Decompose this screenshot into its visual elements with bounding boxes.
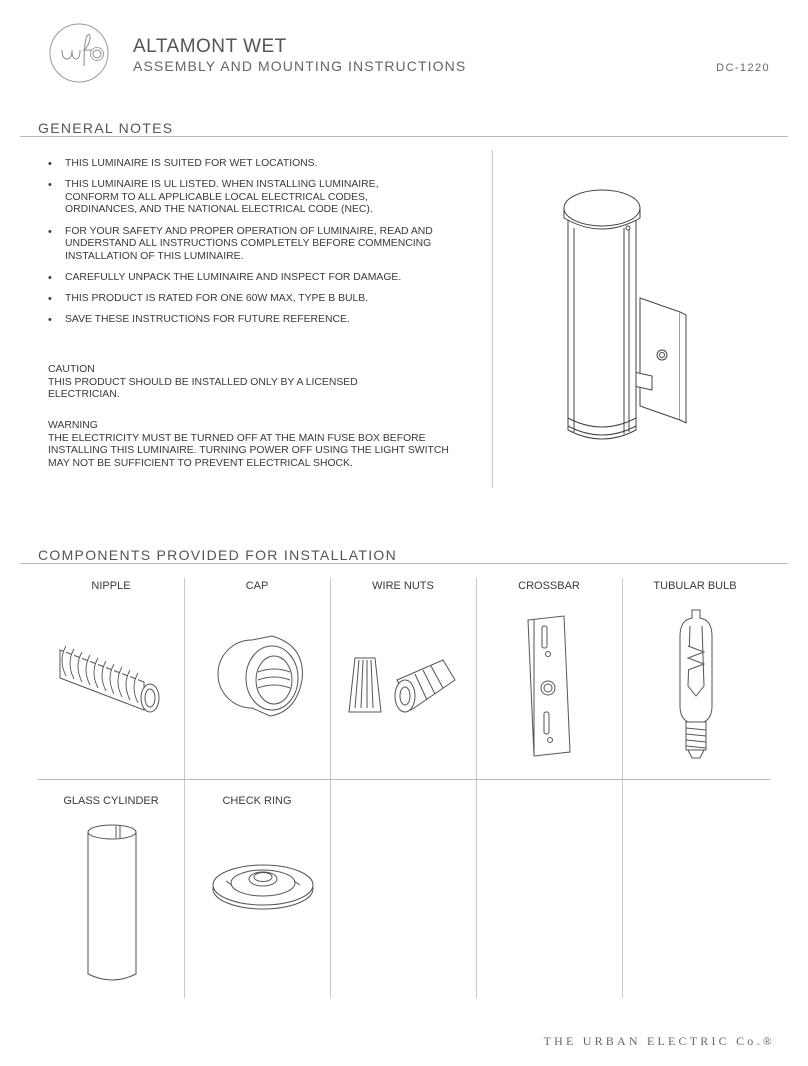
grid-divider bbox=[476, 578, 477, 998]
component-label-tubular-bulb: TUBULAR BULB bbox=[653, 580, 737, 592]
nipple-illustration bbox=[52, 620, 172, 720]
tubular-bulb-illustration bbox=[666, 606, 726, 766]
section-divider bbox=[20, 136, 788, 137]
general-notes-heading: GENERAL NOTES bbox=[38, 120, 174, 136]
notes-divider bbox=[492, 150, 493, 488]
warning-block bbox=[48, 420, 453, 470]
warning-heading: WARNING bbox=[48, 420, 98, 431]
product-title: ALTAMONT WET bbox=[133, 36, 287, 57]
caution-block bbox=[48, 364, 393, 402]
check-ring-illustration bbox=[208, 855, 318, 915]
note-item: • CAREFULLY UNPACK THE LUMINAIRE AND INSPECT FOR DAMAGE. bbox=[48, 272, 468, 285]
footer-brand: THE URBAN ELECTRIC Co.® bbox=[543, 1034, 775, 1048]
caution-text: THIS PRODUCT SHOULD BE INSTALLED ONLY BY A LICENSED ELECTRICIAN. bbox=[48, 376, 358, 401]
section-divider bbox=[20, 563, 788, 564]
component-label-glass-cylinder: GLASS CYLINDER bbox=[63, 795, 159, 807]
grid-divider bbox=[184, 578, 185, 998]
component-label-nipple: NIPPLE bbox=[91, 580, 131, 592]
note-item: • THIS LUMINAIRE IS UL LISTED. WHEN INSTALLING LUMINAIRE, CONFORM TO ALL APPLICABLE LOCAL ELECTRICAL CODES, ORDINANCES, AND THE NATIONAL ELECTRICAL CODE (NEC). bbox=[48, 179, 410, 217]
warning-text: THE ELECTRICITY MUST BE TURNED OFF AT THE MAIN FUSE BOX BEFORE INSTALLING THIS LUMINAIRE. TURNING POWER OFF USING THE LIGHT SWITCH MAY NOT BE SUFFICIENT TO PREVENT ELECTRICAL SHOCK. bbox=[48, 432, 449, 469]
glass-cylinder-illustration bbox=[82, 822, 142, 987]
general-notes-list bbox=[48, 158, 468, 336]
note-item: • SAVE THESE INSTRUCTIONS FOR FUTURE REFERENCE. bbox=[48, 314, 468, 327]
caution-heading: CAUTION bbox=[48, 364, 95, 375]
document-subtitle: ASSEMBLY AND MOUNTING INSTRUCTIONS bbox=[133, 58, 467, 74]
grid-divider bbox=[622, 578, 623, 998]
crossbar-illustration bbox=[520, 612, 580, 762]
grid-divider bbox=[38, 779, 770, 780]
components-heading: COMPONENTS PROVIDED FOR INSTALLATION bbox=[38, 547, 397, 563]
luminaire-illustration bbox=[540, 180, 710, 470]
component-label-crossbar: CROSSBAR bbox=[518, 580, 580, 592]
note-item: • THIS PRODUCT IS RATED FOR ONE 60W MAX, TYPE B BULB. bbox=[48, 293, 468, 306]
company-logo bbox=[48, 22, 110, 84]
note-item: • THIS LUMINAIRE IS SUITED FOR WET LOCATIONS. bbox=[48, 158, 338, 171]
wire-nuts-illustration bbox=[345, 650, 465, 720]
cap-illustration bbox=[210, 632, 310, 722]
component-label-check-ring: CHECK RING bbox=[222, 795, 292, 807]
component-label-wire-nuts: WIRE NUTS bbox=[372, 580, 434, 592]
note-item: • FOR YOUR SAFETY AND PROPER OPERATION OF LUMINAIRE, READ AND UNDERSTAND ALL INSTRUCTIONS COMPLETELY BEFORE COMMENCING INSTALLATION OF THIS LUMINAIRE. bbox=[48, 226, 468, 264]
document-number: DC-1220 bbox=[716, 62, 770, 74]
component-label-cap: CAP bbox=[245, 580, 269, 592]
grid-divider bbox=[330, 578, 331, 998]
